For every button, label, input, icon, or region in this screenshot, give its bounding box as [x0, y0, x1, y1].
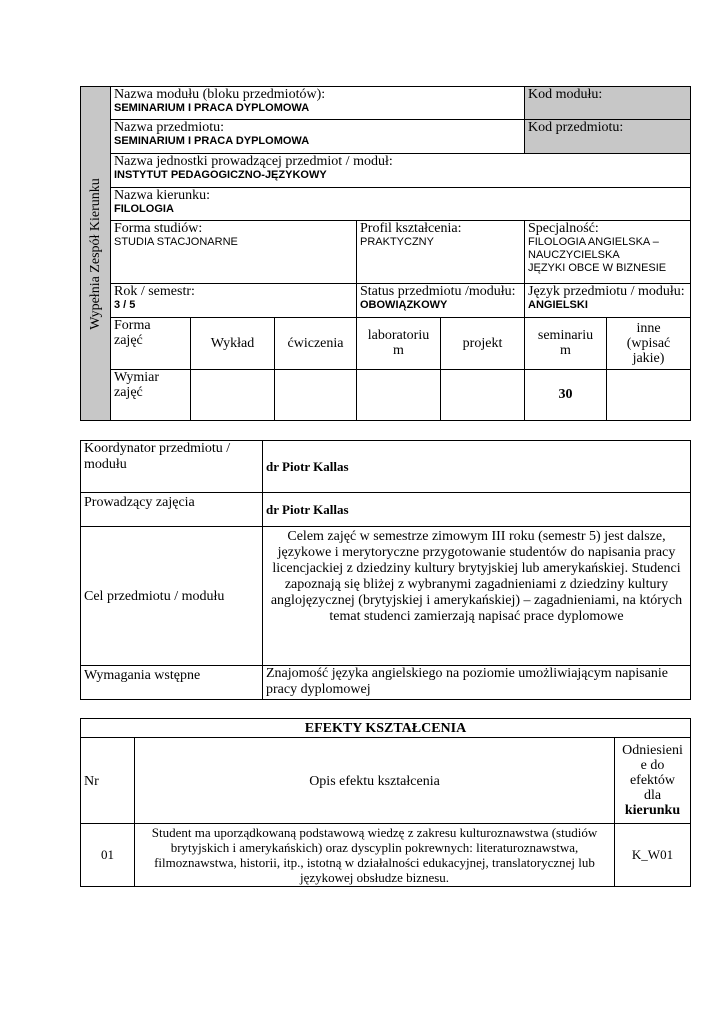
col-ref: Odniesieni e do efektów dla kierunku	[615, 738, 691, 824]
subject-name-label: Nazwa przedmiotu:	[114, 120, 225, 136]
aim-label: Cel przedmiotu / modułu	[84, 589, 225, 604]
year-value: 3 / 5	[114, 299, 136, 312]
hours-label-1: Wymiar	[114, 369, 160, 385]
outcomes-table	[80, 718, 691, 887]
profile-value: PRAKTYCZNY	[360, 235, 434, 248]
form-label-cell	[111, 318, 191, 369]
hours-wyklad	[191, 369, 275, 420]
unit-value: INSTYTUT PEDAGOGICZNO-JĘZYKOWY	[114, 169, 327, 182]
col-seminarium: seminariu m	[525, 318, 607, 369]
teacher-value-cell	[263, 493, 691, 527]
teacher-label: Prowadzący zajęcia	[84, 495, 195, 510]
aim-value-cell	[263, 527, 691, 666]
col-desc: Opis efektu kształcenia	[135, 738, 615, 824]
side-label: Wypełnia Zespół Kierunku	[87, 177, 103, 330]
col-cwiczenia: ćwiczenia	[275, 318, 357, 369]
study-form-value: STUDIA STACJONARNE	[114, 235, 238, 248]
aim-value: Celem zajęć w semestrze zimowym III roku (semestr 5) jest dalsze, językowe i merytoryczne przygotowanie studentów do napisania pracy licencjackiej z dziedziny kultury brytyjskiej lub amerykańskiej. Studenci zapoznają się bliżej z wybranymi zagadnieniami z dziedziny kultury anglojęzycznej (brytyjskiej i amerykańskiej) – zagadnieniami, na których temat studenci zamierzają napisać prace dyplomowe	[270, 529, 683, 624]
hours-cwiczenia	[275, 369, 357, 420]
language-value: ANGIELSKI	[528, 299, 588, 312]
language-label: Język przedmiotu / modułu:	[528, 284, 685, 300]
status-label: Status przedmiotu /modułu:	[360, 284, 516, 300]
teacher-label-cell	[81, 493, 263, 527]
field-label: Nazwa kierunku:	[114, 187, 211, 203]
row-nr: 01	[81, 824, 135, 887]
col-wyklad: Wykład	[191, 318, 275, 369]
form-label-2: zajęć	[114, 333, 143, 349]
req-value: Znajomość języka angielskiego na poziomie umożliwiającym napisanie pracy dyplomowej	[266, 666, 668, 697]
unit-label: Nazwa jednostki prowadzącej przedmiot / moduł:	[114, 154, 393, 170]
coordinator-label-cell: Koordynator przedmiotu / modułu	[81, 441, 263, 493]
side-label-cell	[81, 87, 111, 421]
req-label-cell	[81, 666, 263, 700]
subject-name-cell	[111, 120, 525, 154]
specialty-value-1: FILOLOGIA ANGIELSKA –	[528, 235, 659, 248]
coordinator-value-cell	[263, 441, 691, 493]
aim-label-cell	[81, 527, 263, 666]
field-value: FILOLOGIA	[114, 202, 174, 215]
req-value-cell	[263, 666, 691, 700]
specialty-value-2: NAUCZYCIELSKA	[528, 248, 620, 261]
coordinator-value: dr Piotr Kallas	[266, 458, 349, 474]
specialty-cell	[525, 220, 691, 283]
status-value: OBOWIĄZKOWY	[360, 299, 448, 312]
language-cell	[525, 284, 691, 318]
hours-projekt	[441, 369, 525, 420]
module-name-cell	[111, 87, 525, 120]
specialty-value-3: JĘZYKI OBCE W BIZNESIE	[528, 261, 667, 274]
study-form-label: Forma studiów:	[114, 220, 203, 236]
hours-label-2: zajęć	[114, 384, 143, 400]
hours-seminarium: 30	[525, 369, 607, 420]
row-desc: Student ma uporządkowaną podstawową wiedzę z zakresu kulturoznawstwa (studiów brytyjskich i amerykańskich) oraz dyscyplin pokrewnych: literaturoznawstwa, filmoznawstwa, historii, itp., istotną w działalności edukacyjnej, translatorycznej lub językowej obsłudze biznesu.	[135, 824, 615, 887]
module-code-label: Kod modułu:	[528, 87, 603, 102]
field-cell	[111, 187, 691, 220]
hours-laboratorium	[357, 369, 441, 420]
subject-code-cell	[525, 120, 691, 154]
profile-label: Profil kształcenia:	[360, 220, 462, 236]
table-row	[81, 824, 691, 887]
year-label: Rok / semestr:	[114, 284, 195, 300]
year-cell	[111, 284, 357, 318]
study-form-cell	[111, 220, 357, 283]
module-code-cell	[525, 87, 691, 120]
outcomes-title-cell	[81, 719, 691, 738]
form-label-1: Forma	[114, 318, 151, 334]
row-ref: K_W01	[615, 824, 691, 887]
status-cell	[357, 284, 525, 318]
specialty-label: Specjalność:	[528, 220, 599, 236]
module-info-table	[80, 86, 691, 421]
hours-inne	[607, 369, 691, 420]
hours-label-cell	[111, 369, 191, 420]
req-label: Wymagania wstępne	[84, 668, 201, 683]
col-nr: Nr	[81, 738, 135, 824]
subject-name-value: SEMINARIUM I PRACA DYPLOMOWA	[114, 135, 310, 148]
col-projekt: projekt	[441, 318, 525, 369]
unit-cell	[111, 154, 691, 187]
subject-code-label: Kod przedmiotu:	[528, 120, 624, 136]
teacher-value: dr Piotr Kallas	[266, 501, 349, 517]
col-inne: inne (wpisać jakie)	[607, 318, 691, 369]
outcomes-title: EFEKTY KSZTAŁCENIA	[304, 721, 467, 736]
module-name-value: SEMINARIUM I PRACA DYPLOMOWA	[114, 102, 310, 114]
module-name-label: Nazwa modułu (bloku przedmiotów):	[114, 87, 326, 102]
profile-cell	[357, 220, 525, 283]
course-details-table	[80, 440, 691, 700]
col-laboratorium: laboratoriu m	[357, 318, 441, 369]
